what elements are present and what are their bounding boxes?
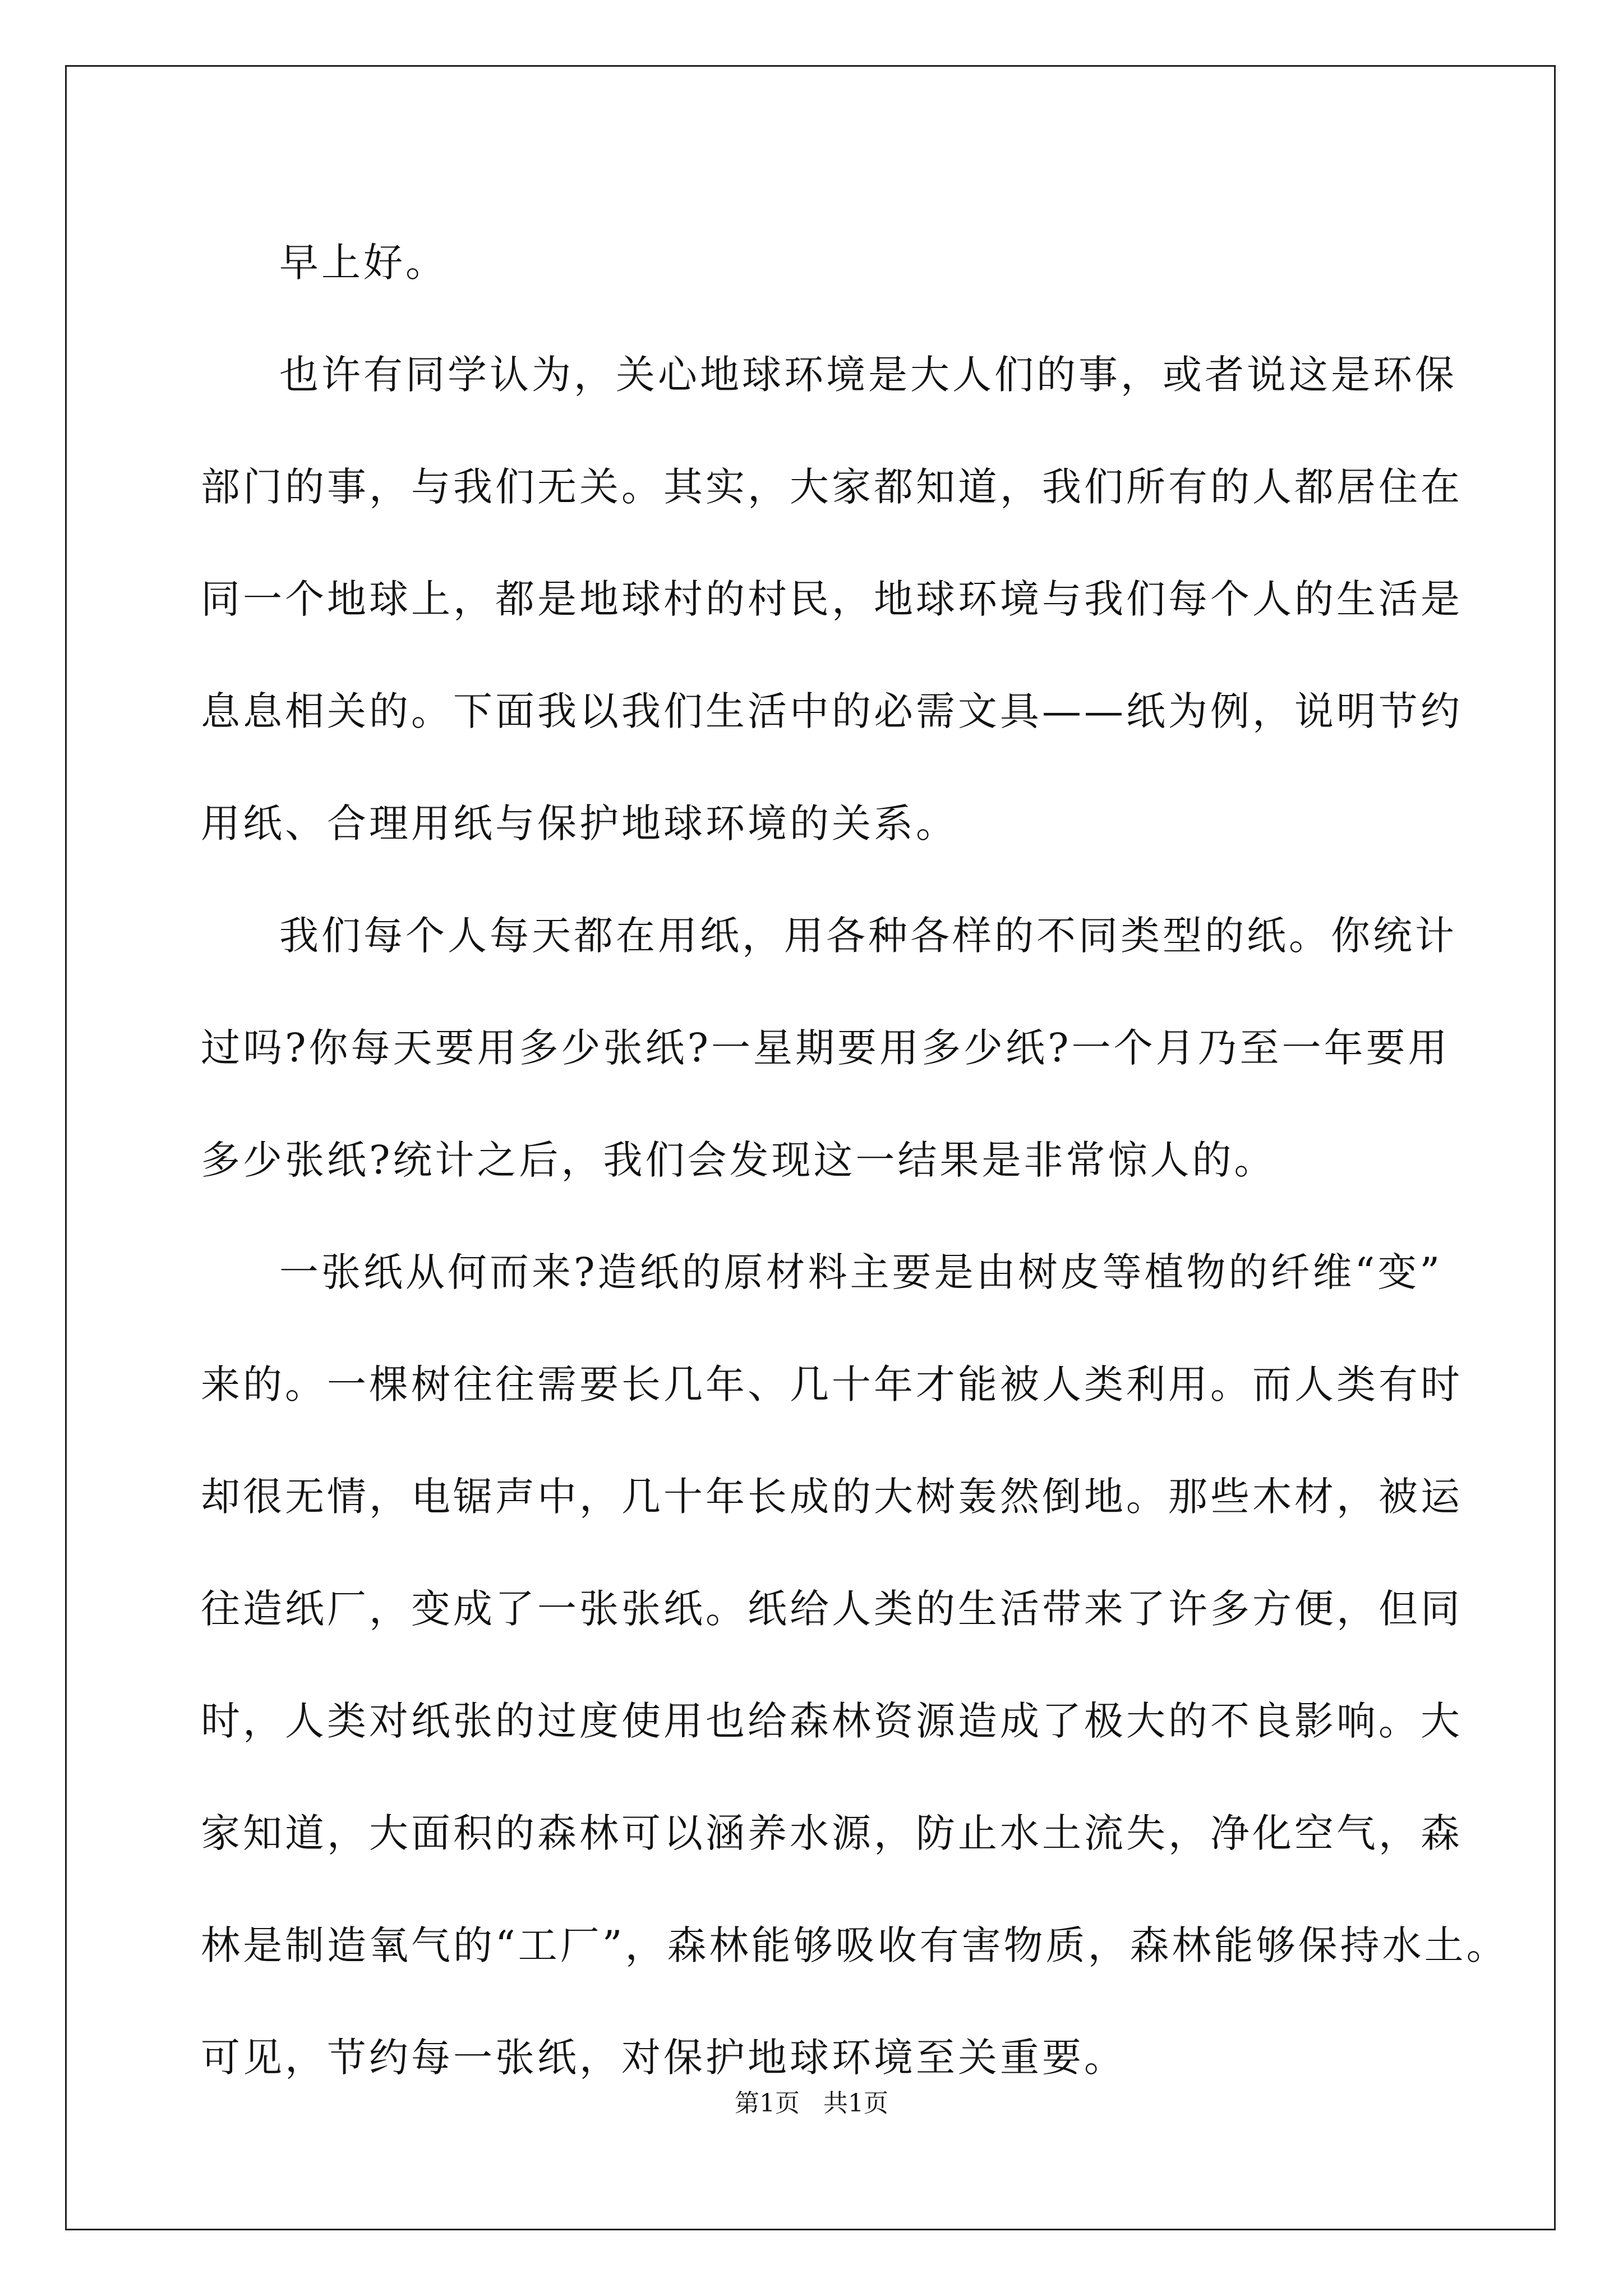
text-line: 也许有同学认为，关心地球环境是大人们的事，或者说这是环保 [279, 352, 1457, 398]
text-line: 我们每个人每天都在用纸，用各种各样的不同类型的纸。你统计 [279, 913, 1457, 959]
paragraph-paper-origin [201, 1216, 1509, 2114]
text-line: 来的。一棵树往往需要长几年、几十年才能被人类利用。而人类有时 [201, 1361, 1463, 1407]
text-line: 过吗?你每天要用多少张纸?一星期要用多少纸?一个月乃至一年要用 [201, 1025, 1450, 1071]
paragraph-greeting [201, 206, 1423, 319]
text-line: 却很无情，电锯声中，几十年长成的大树轰然倒地。那些木材，被运 [201, 1474, 1463, 1520]
text-line: 林是制造氧气的“工厂”，森林能够吸收有害物质，森林能够保持水土。 [201, 1922, 1509, 1968]
text-line: 同一个地球上，都是地球村的村民，地球环境与我们每个人的生活是 [201, 576, 1463, 622]
text-line: 多少张纸?统计之后，我们会发现这一结果是非常惊人的。 [201, 1137, 1276, 1183]
text-line: 息息相关的。下面我以我们生活中的必需文具——纸为例，说明节约 [201, 688, 1463, 734]
paragraph-intro [201, 319, 1463, 880]
paragraph-paper-usage [201, 880, 1457, 1216]
text-line: 家知道，大面积的森林可以涵养水源，防止水土流失，净化空气，森 [201, 1810, 1463, 1856]
page-number-footer: 第1页 共1页 [735, 2089, 888, 2118]
text-line: 部门的事，与我们无关。其实，大家都知道，我们所有的人都居住在 [201, 464, 1463, 510]
text-line: 可见，节约每一张纸，对保护地球环境至关重要。 [201, 2035, 1126, 2081]
text-line: 用纸、合理用纸与保护地球环境的关系。 [201, 800, 958, 846]
text-line: 早上好。 [279, 240, 448, 286]
document-body [201, 206, 1509, 2114]
text-line: 时，人类对纸张的过度使用也给森林资源造成了极大的不良影响。大 [201, 1698, 1463, 1744]
text-line: 一张纸从何而来?造纸的原材料主要是由树皮等植物的纤维“变” [279, 1249, 1443, 1295]
text-line: 往造纸厂，变成了一张张纸。纸给人类的生活带来了许多方便，但同 [201, 1586, 1463, 1632]
